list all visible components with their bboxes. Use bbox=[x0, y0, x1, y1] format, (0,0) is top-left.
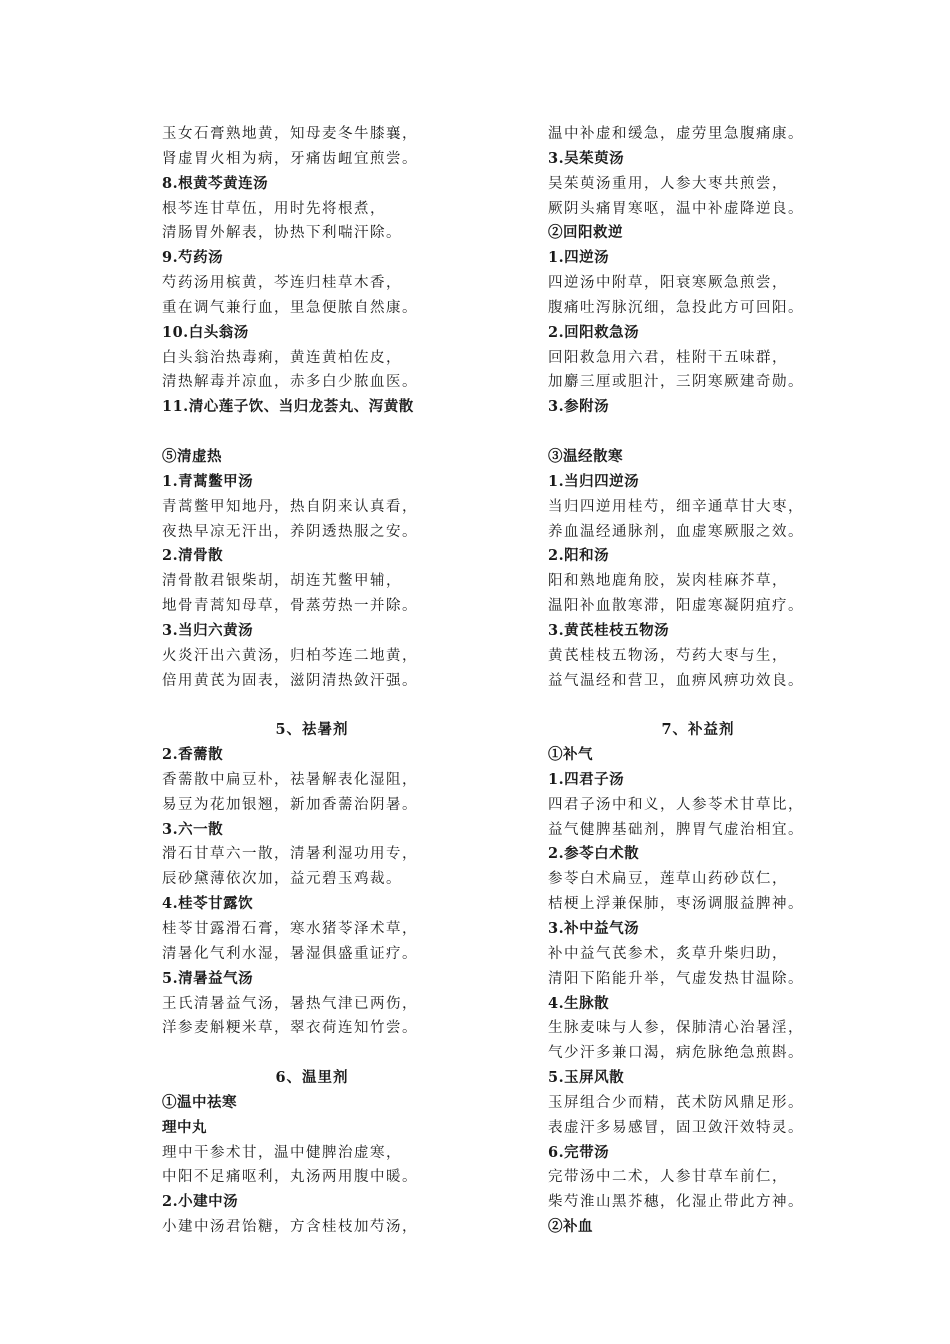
formula-heading: 2.香薷散 bbox=[162, 746, 224, 764]
verse-line: 洋参麦斛粳米草，翠衣荷连知竹尝。 bbox=[162, 1020, 418, 1037]
verse-line: 桂苓甘露滑石膏，寒水猪苓泽术草， bbox=[162, 921, 418, 937]
formula-heading: 4.生脉散 bbox=[548, 994, 610, 1012]
verse-line: 清骨散君银柴胡，胡连艽鳖甲辅， bbox=[162, 573, 402, 590]
verse-line: 清暑化气利水湿，暑湿俱盛重证疗。 bbox=[162, 945, 418, 962]
verse-line: 回阳救急用六君，桂附干五味群， bbox=[548, 349, 788, 366]
verse-line: 重在调气兼行血，里急便脓自然康。 bbox=[162, 299, 418, 316]
formula-heading: 6.完带汤 bbox=[548, 1143, 610, 1161]
verse-line: 参苓白术扁豆，莲草山药砂苡仁， bbox=[548, 871, 788, 888]
verse-line: 地骨青蒿知母草，骨蒸劳热一并除。 bbox=[162, 598, 418, 615]
formula-heading: 5.清暑益气汤 bbox=[162, 969, 254, 987]
verse-line: 清热解毒并凉血，赤多白少脓血医。 bbox=[162, 374, 418, 391]
section-title: 6、温里剂 bbox=[275, 1069, 349, 1087]
verse-line: 益气温经和营卫，血痹风痹功效良。 bbox=[548, 672, 804, 689]
verse-line: 倍用黄芪为固表，滋阴清热敛汗强。 bbox=[162, 672, 418, 689]
formula-heading: 11.清心莲子饮、当归龙荟丸、泻黄散 bbox=[162, 398, 414, 416]
formula-heading: 2.回阳救急汤 bbox=[548, 323, 640, 341]
formula-heading: 3.参附汤 bbox=[548, 398, 610, 416]
verse-line: 益气健脾基础剂，脾胃气虚治相宜。 bbox=[548, 821, 804, 838]
formula-heading: ①温中祛寒 bbox=[162, 1093, 237, 1111]
verse-line: 玉女石膏熟地黄，知母麦冬牛膝襄， bbox=[162, 126, 418, 142]
verse-line: 养血温经通脉剂，血虚寒厥服之效。 bbox=[548, 523, 804, 540]
blank-line bbox=[548, 420, 848, 445]
formula-heading: ③温经散寒 bbox=[548, 447, 623, 465]
formula-heading: 9.芍药汤 bbox=[162, 249, 224, 267]
formula-heading: 3.补中益气汤 bbox=[548, 920, 640, 937]
section-title: 7、补益剂 bbox=[661, 721, 735, 739]
verse-line: 青蒿鳖甲知地丹，热自阴来认真看， bbox=[162, 498, 418, 515]
formula-heading: 2.参苓白术散 bbox=[548, 845, 640, 863]
formula-heading: 2.小建中汤 bbox=[162, 1193, 239, 1211]
left-text-column bbox=[162, 122, 462, 1240]
formula-heading: 3.当归六黄汤 bbox=[162, 621, 254, 639]
verse-line: 生脉麦味与人参，保肺清心治暑淫， bbox=[548, 1020, 804, 1037]
verse-line: 腹痛吐泻脉沉细，急投此方可回阳。 bbox=[548, 299, 804, 316]
blank-line bbox=[162, 693, 462, 718]
verse-line: 清肠胃外解表，协热下利喘汗除。 bbox=[162, 225, 402, 242]
verse-line: 辰砂黛薄依次加，益元碧玉鸡裁。 bbox=[162, 871, 402, 888]
verse-line: 表虚汗多易感冒，固卫敛汗效特灵。 bbox=[548, 1119, 804, 1136]
verse-line: 四逆汤中附草，阳衰寒厥急煎尝， bbox=[548, 275, 788, 292]
formula-heading: 2.阳和汤 bbox=[548, 547, 610, 565]
verse-line: 完带汤中二术，人参甘草车前仁， bbox=[548, 1169, 788, 1186]
verse-line: 黄芪桂枝五物汤，芍药大枣与生， bbox=[548, 647, 788, 664]
formula-heading: 3.黄芪桂枝五物汤 bbox=[548, 621, 670, 639]
section-title: 5、祛暑剂 bbox=[275, 721, 349, 739]
verse-line: 吴茱萸汤重用，人参大枣共煎尝， bbox=[548, 175, 788, 192]
formula-heading: 5.玉屏风散 bbox=[548, 1069, 625, 1087]
verse-line: 滑石甘草六一散，清暑利湿功用专， bbox=[162, 846, 418, 863]
formula-heading: 4.桂苓甘露饮 bbox=[162, 895, 254, 913]
verse-line: 夜热早凉无汗出，养阴透热服之安。 bbox=[162, 523, 418, 540]
verse-line: 厥阴头痛胃寒呕，温中补虚降逆良。 bbox=[548, 200, 804, 217]
verse-line: 阳和熟地鹿角胶，炭肉桂麻芥草， bbox=[548, 573, 788, 590]
formula-heading: 3.吴茱萸汤 bbox=[548, 149, 625, 167]
verse-line: 白头翁治热毒痢，黄连黄柏佐皮， bbox=[162, 349, 402, 366]
formula-heading: 1.当归四逆汤 bbox=[548, 472, 640, 490]
blank-line bbox=[548, 693, 848, 718]
verse-line: 易豆为花加银翘，新加香薷治阴暑。 bbox=[162, 796, 418, 813]
blank-line bbox=[162, 1041, 462, 1066]
verse-line: 芍药汤用槟黄，芩连归桂草木香， bbox=[162, 275, 402, 292]
verse-line: 火炎汗出六黄汤，归柏芩连二地黄， bbox=[162, 647, 418, 664]
formula-heading: 1.四君子汤 bbox=[548, 770, 625, 788]
verse-line: 柴芍淮山黑芥穗，化湿止带此方神。 bbox=[548, 1194, 804, 1211]
formula-heading: ①补气 bbox=[548, 746, 593, 764]
verse-line: 温中补虚和缓急，虚劳里急腹痛康。 bbox=[548, 126, 804, 142]
verse-line: 加麝三厘或胆汁，三阴寒厥建奇勋。 bbox=[548, 374, 804, 391]
verse-line: 肾虚胃火相为病，牙痛齿衄宜煎尝。 bbox=[162, 150, 418, 167]
formula-heading: 1.青蒿鳖甲汤 bbox=[162, 472, 254, 490]
verse-line: 温阳补血散寒滞，阳虚寒凝阴疽疗。 bbox=[548, 598, 804, 615]
formula-heading: ②补血 bbox=[548, 1218, 593, 1236]
verse-line: 理中干参术甘，温中健脾治虚寒， bbox=[162, 1144, 402, 1161]
formula-heading: 8.根黄芩黄连汤 bbox=[162, 174, 269, 192]
formula-heading: ②回阳救逆 bbox=[548, 224, 623, 242]
formula-heading: 2.清骨散 bbox=[162, 547, 224, 565]
verse-line: 王氏清暑益气汤，暑热气津已两伤， bbox=[162, 995, 418, 1012]
verse-line: 玉屏组合少而精，芪术防风鼎足形。 bbox=[548, 1094, 804, 1111]
blank-line bbox=[162, 420, 462, 445]
verse-line: 四君子汤中和义，人参苓术甘草比， bbox=[548, 796, 804, 813]
verse-line: 小建中汤君饴糖，方含桂枝加芍汤， bbox=[162, 1219, 418, 1236]
formula-heading: ⑤清虚热 bbox=[162, 447, 222, 465]
formula-heading: 1.四逆汤 bbox=[548, 249, 610, 267]
verse-line: 根芩连甘草伍，用时先将根煮， bbox=[162, 200, 386, 217]
formula-heading: 3.六一散 bbox=[162, 820, 224, 838]
formula-heading: 10.白头翁汤 bbox=[162, 323, 249, 341]
verse-line: 香薷散中扁豆朴，祛暑解表化湿阻， bbox=[162, 771, 418, 788]
formula-heading: 理中丸 bbox=[162, 1118, 207, 1136]
right-text-column bbox=[548, 122, 848, 1240]
verse-line: 清阳下陷能升举，气虚发热甘温除。 bbox=[548, 970, 804, 987]
verse-line: 中阳不足痛呕利，丸汤两用腹中暖。 bbox=[162, 1169, 418, 1186]
verse-line: 桔梗上浮兼保肺，枣汤调服益脾神。 bbox=[548, 896, 804, 913]
verse-line: 气少汗多兼口渴，病危脉绝急煎斟。 bbox=[548, 1045, 804, 1062]
verse-line: 当归四逆用桂芍，细辛通草甘大枣， bbox=[548, 498, 804, 515]
verse-line: 补中益气芪参术，炙草升柴归助， bbox=[548, 945, 788, 962]
